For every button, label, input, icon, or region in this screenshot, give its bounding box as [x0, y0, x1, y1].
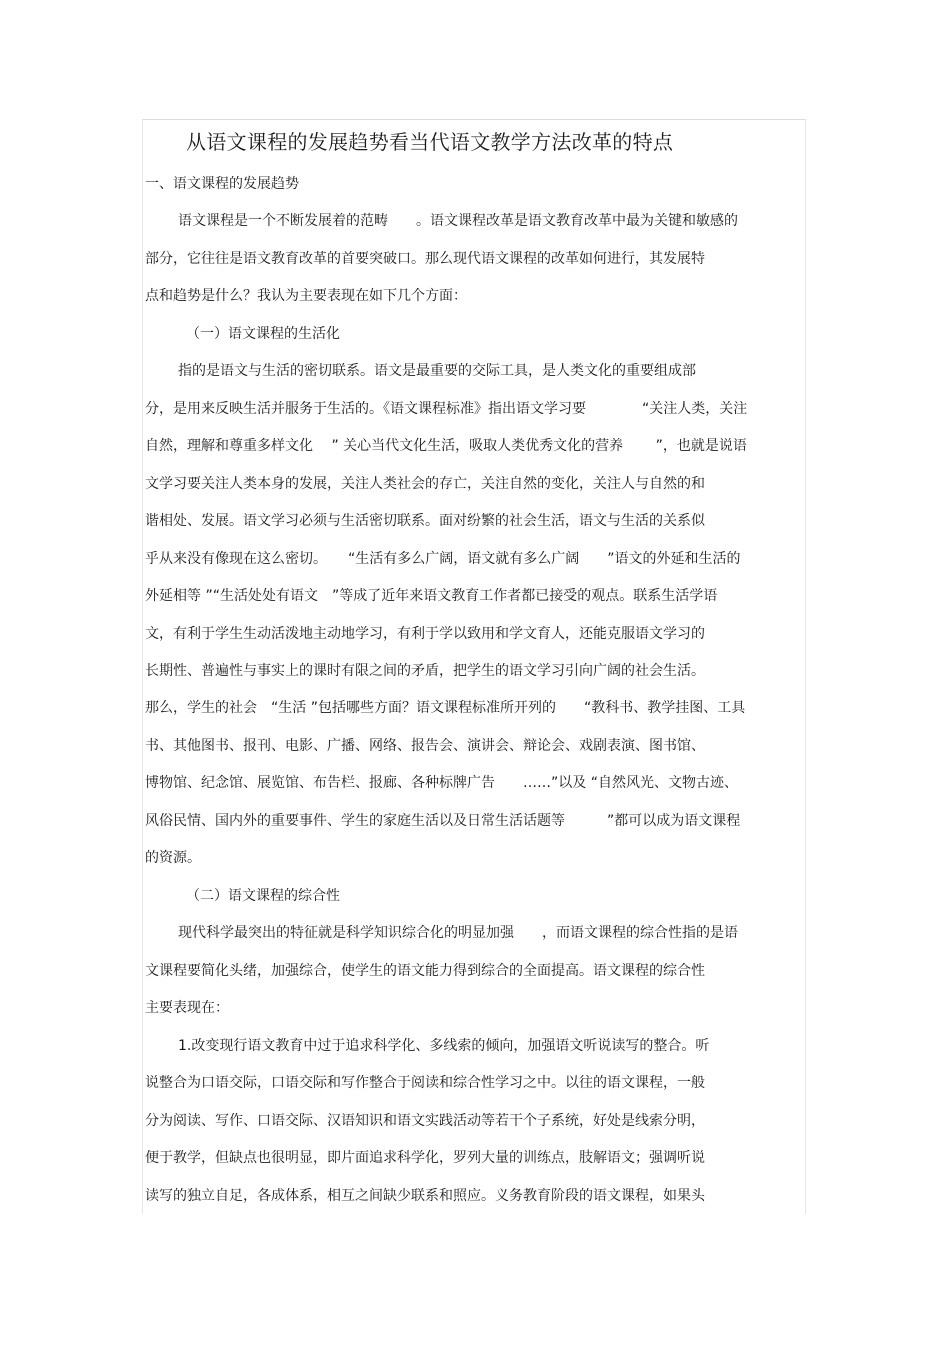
- paragraph-line: 指的是语文与生活的密切联系。语文是最重要的交际工具，是人类文化的重要组成部: [178, 363, 696, 379]
- paragraph-line: 分，是用来反映生活并服务于生活的。《语文课程标准》指出语文学习要 “关注人类，关注: [145, 401, 748, 417]
- paragraph-line: 博物馆、纪念馆、展览馆、布告栏、报廊、各种标牌广告 ……”以及 “自然风光、文物古迹、: [145, 775, 738, 791]
- paragraph-line: 1.改变现行语文教育中过于追求科学化、多线索的倾向，加强语文听说读写的整合。听: [178, 1038, 710, 1054]
- paragraph-line: 谐相处、发展。语文学习必须与生活密切联系。面对纷繁的社会生活，语文与生活的关系似: [145, 513, 705, 529]
- paragraph-line: 点和趋势是什么？我认为主要表现在如下几个方面：: [145, 288, 467, 304]
- document-title: 从语文课程的发展趋势看当代语文教学方法改革的特点: [186, 130, 674, 154]
- paragraph-line: 现代科学最突出的特征就是科学知识综合化的明显加强 ，而语文课程的综合性指的是语: [178, 925, 738, 941]
- paragraph-line: 自然，理解和尊重多样文化 ” 关心当代文化生活，吸取人类优秀文化的营养 ”，也就是说语: [145, 438, 747, 454]
- paragraph-line: 文学习要关注人类本身的发展，关注人类社会的存亡，关注自然的变化，关注人与自然的和: [145, 476, 705, 492]
- paragraph-line: 文课程要简化头绪，加强综合，使学生的语文能力得到综合的全面提高。语文课程的综合性: [145, 963, 705, 979]
- paragraph-line: 分为阅读、写作、口语交际、汉语知识和语文实践活动等若干个子系统，好处是线索分明，: [145, 1113, 705, 1129]
- paragraph-line: 读写的独立自足，各成体系，相互之间缺少联系和照应。义务教育阶段的语文课程，如果头: [145, 1188, 705, 1204]
- paragraph-line: 语文课程是一个不断发展着的范畴 。语文课程改革是语文教育改革中最为关键和敏感的: [178, 213, 738, 229]
- section-heading: 一、语文课程的发展趋势: [145, 176, 299, 192]
- paragraph-line: 书、其他图书、报刊、电影、广播、网络、报告会、演讲会、辩论会、戏剧表演、图书馆、: [145, 738, 705, 754]
- paragraph-line: 文，有利于学生生动活泼地主动地学习，有利于学以致用和学文育人，还能克服语文学习的: [145, 626, 705, 642]
- paragraph-line: 乎从来没有像现在这么密切。 “生活有多么广阔，语文就有多么广阔 ”语文的外延和生活的: [145, 551, 741, 567]
- paragraph-line: 那么，学生的社会 “生活 ”包括哪些方面？语文课程标准所开列的 “教科书、教学挂图、工具: [145, 700, 746, 716]
- paragraph-line: 风俗民情、国内外的重要事件、学生的家庭生活以及日常生活话题等 ”都可以成为语文课程: [145, 813, 741, 829]
- paragraph-line: 的资源。: [145, 850, 201, 866]
- paragraph-line: 主要表现在：: [145, 1000, 229, 1016]
- paragraph-line: 外延相等 ”“生活处处有语文 ”等成了近年来语文教育工作者都已接受的观点。联系生活学语: [145, 588, 718, 604]
- paragraph-line: 说整合为口语交际，口语交际和写作整合于阅读和综合性学习之中。以往的语文课程，一般: [145, 1075, 705, 1091]
- paragraph-line: 部分，它往往是语文教育改革的首要突破口。那么现代语文课程的改革如何进行，其发展特: [145, 251, 705, 267]
- subsection-heading: （二）语文课程的综合性: [186, 888, 340, 904]
- paragraph-line: 便于教学，但缺点也很明显，即片面追求科学化，罗列大量的训练点，肢解语文；强调听说: [145, 1150, 705, 1166]
- paragraph-line: 长期性、普遍性与事实上的课时有限之间的矛盾，把学生的语文学习引向广阔的社会生活。: [145, 663, 705, 679]
- subsection-heading: （一）语文课程的生活化: [186, 326, 340, 342]
